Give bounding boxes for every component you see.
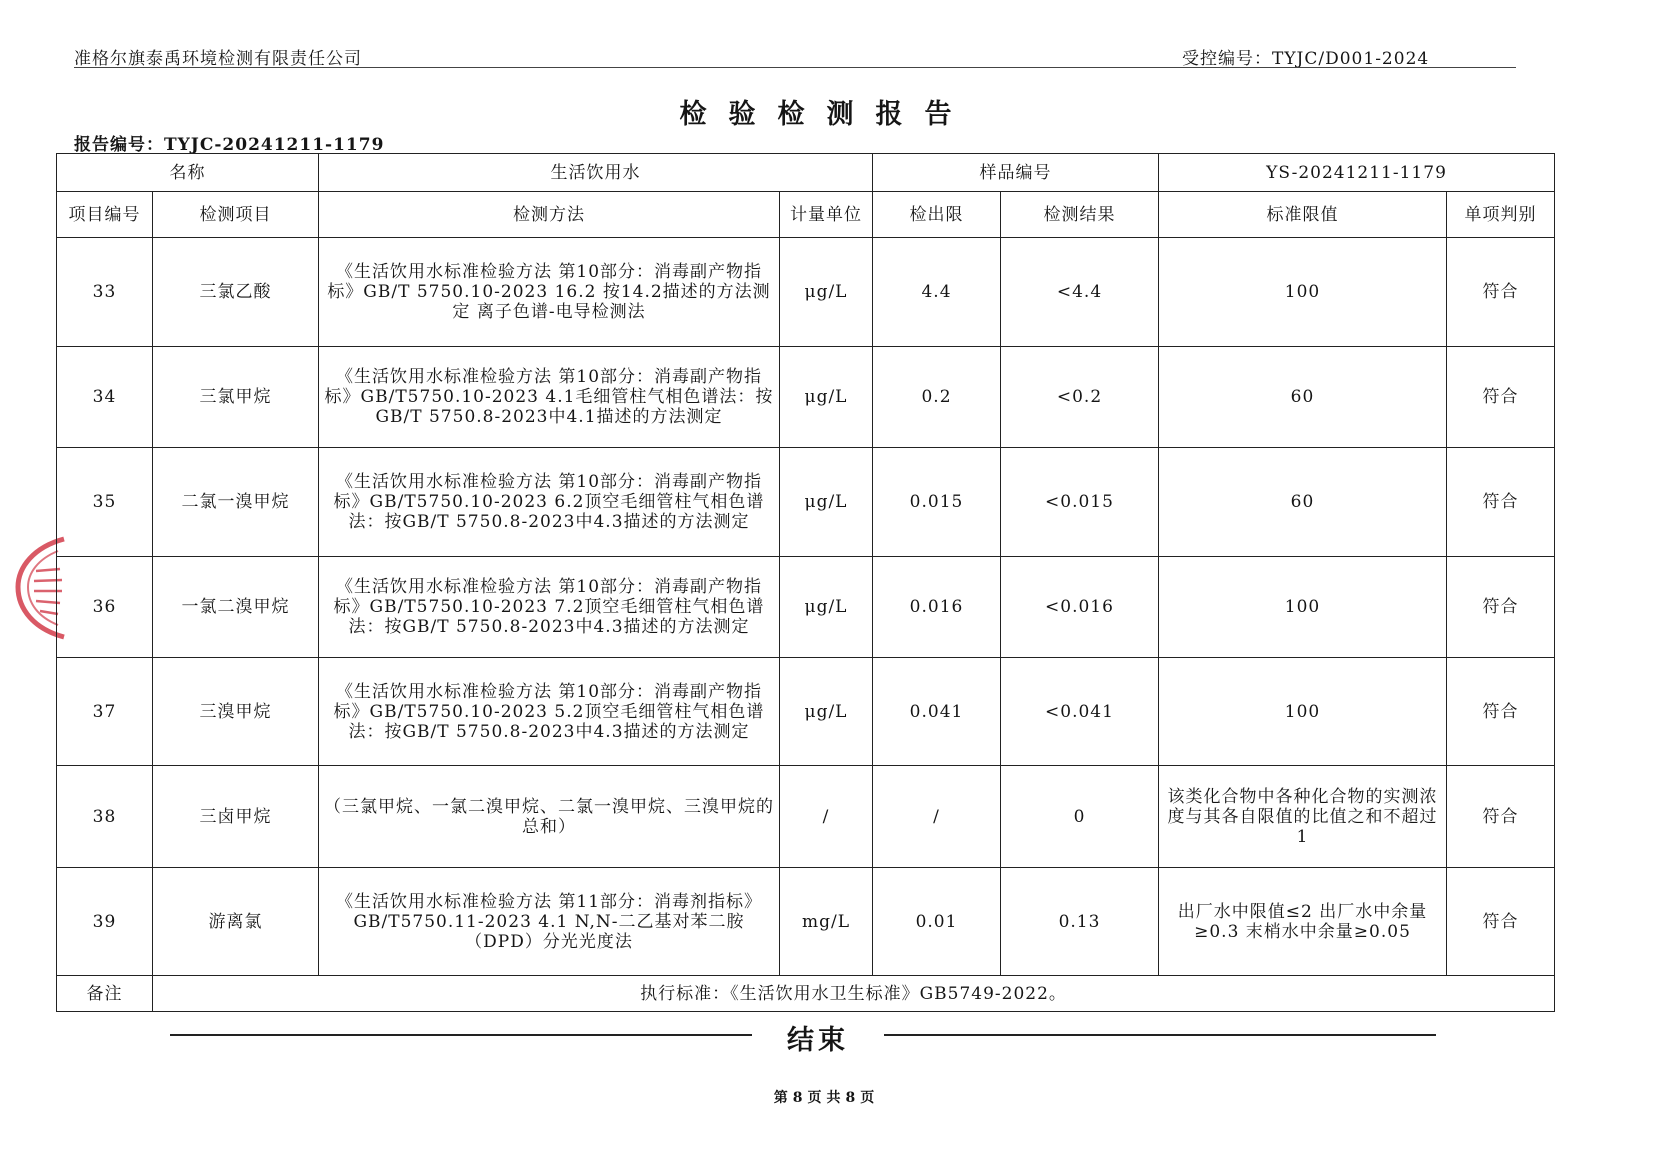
item-no: 39 <box>57 868 153 976</box>
item-no: 33 <box>57 238 153 347</box>
table-row <box>57 448 1555 557</box>
unit: μg/L <box>780 238 873 347</box>
judgement: 符合 <box>1447 658 1555 766</box>
item-no: 34 <box>57 347 153 448</box>
unit: μg/L <box>780 448 873 557</box>
test-result: <0.015 <box>1001 448 1159 557</box>
name-label: 名称 <box>57 154 319 192</box>
test-method: 《生活饮用水标准检验方法 第10部分：消毒副产物指标》GB/T5750.10-2023 7.2顶空毛细管柱气相色谱法：按GB/T 5750.8-2023中4.3描述的方法测定 <box>319 557 780 658</box>
item-no: 37 <box>57 658 153 766</box>
col-result: 检测结果 <box>1001 192 1159 238</box>
test-method: 《生活饮用水标准检验方法 第10部分：消毒副产物指标》GB/T 5750.10-2023 16.2 按14.2描述的方法测定 离子色谱-电导检测法 <box>319 238 780 347</box>
item-name: 三卤甲烷 <box>153 766 319 868</box>
report-number <box>74 130 384 155</box>
standard-limit: 100 <box>1159 557 1447 658</box>
end-text: 结束 <box>787 1025 849 1056</box>
col-unit: 计量单位 <box>780 192 873 238</box>
test-result: <4.4 <box>1001 238 1159 347</box>
judgement: 符合 <box>1447 347 1555 448</box>
col-detect-limit: 检出限 <box>873 192 1001 238</box>
item-no: 36 <box>57 557 153 658</box>
end-rule-right <box>884 1034 1436 1036</box>
detection-limit: 4.4 <box>873 238 1001 347</box>
standard-limit: 出厂水中限值≤2 出厂水中余量≥0.3 末梢水中余量≥0.05 <box>1159 868 1447 976</box>
test-result: 0 <box>1001 766 1159 868</box>
test-method: 《生活饮用水标准检验方法 第10部分：消毒副产物指标》GB/T5750.10-2023 6.2顶空毛细管柱气相色谱法：按GB/T 5750.8-2023中4.3描述的方法测定 <box>319 448 780 557</box>
standard-limit: 该类化合物中各种化合物的实测浓度与其各自限值的比值之和不超过1 <box>1159 766 1447 868</box>
report-number-value: TYJC-20241211-1179 <box>164 135 385 155</box>
sample-no-label: 样品编号 <box>873 154 1159 192</box>
judgement: 符合 <box>1447 557 1555 658</box>
judgement: 符合 <box>1447 448 1555 557</box>
remark-label: 备注 <box>57 976 153 1012</box>
report-number-label: 报告编号： <box>74 135 164 155</box>
test-result: <0.2 <box>1001 347 1159 448</box>
end-rule-left <box>170 1034 752 1036</box>
report-table <box>56 153 1555 1012</box>
test-method: 《生活饮用水标准检验方法 第10部分：消毒副产物指标》GB/T5750.10-2023 4.1毛细管柱气相色谱法：按GB/T 5750.8-2023中4.1描述的方法测定 <box>319 347 780 448</box>
control-number: 受控编号：TYJC/D001-2024 <box>1182 49 1430 69</box>
table-row <box>57 766 1555 868</box>
header-rule <box>74 67 1516 68</box>
detection-limit: 0.015 <box>873 448 1001 557</box>
item-name: 游离氯 <box>153 868 319 976</box>
page-title: 检验检测报告 <box>679 99 974 130</box>
detection-limit: / <box>873 766 1001 868</box>
standard-limit: 60 <box>1159 448 1447 557</box>
remark-row <box>57 976 1555 1012</box>
judgement: 符合 <box>1447 868 1555 976</box>
name-value: 生活饮用水 <box>319 154 873 192</box>
test-result: <0.016 <box>1001 557 1159 658</box>
col-item: 检测项目 <box>153 192 319 238</box>
table-row <box>57 347 1555 448</box>
detection-limit: 0.041 <box>873 658 1001 766</box>
detection-limit: 0.2 <box>873 347 1001 448</box>
test-result: <0.041 <box>1001 658 1159 766</box>
item-name: 三溴甲烷 <box>153 658 319 766</box>
judgement: 符合 <box>1447 238 1555 347</box>
remark-text: 执行标准：《生活饮用水卫生标准》GB5749-2022。 <box>153 976 1555 1012</box>
company-name: 准格尔旗泰禹环境检测有限责任公司 <box>74 49 362 69</box>
item-name: 二氯一溴甲烷 <box>153 448 319 557</box>
col-standard: 标准限值 <box>1159 192 1447 238</box>
detection-limit: 0.016 <box>873 557 1001 658</box>
judgement: 符合 <box>1447 766 1555 868</box>
table-header-row-top <box>57 154 1555 192</box>
standard-limit: 100 <box>1159 238 1447 347</box>
unit: μg/L <box>780 557 873 658</box>
table-row <box>57 868 1555 976</box>
test-method: （三氯甲烷、一氯二溴甲烷、二氯一溴甲烷、三溴甲烷的总和） <box>319 766 780 868</box>
item-name: 三氯乙酸 <box>153 238 319 347</box>
unit: μg/L <box>780 347 873 448</box>
page-number: 第8页共8页 <box>773 1090 880 1106</box>
end-marker <box>170 1018 1436 1056</box>
col-item-no: 项目编号 <box>57 192 153 238</box>
item-no: 38 <box>57 766 153 868</box>
table-row <box>57 557 1555 658</box>
standard-limit: 60 <box>1159 347 1447 448</box>
table-row <box>57 658 1555 766</box>
standard-limit: 100 <box>1159 658 1447 766</box>
unit: μg/L <box>780 658 873 766</box>
detection-limit: 0.01 <box>873 868 1001 976</box>
table-row <box>57 238 1555 347</box>
table-column-header-row <box>57 192 1555 238</box>
item-name: 一氯二溴甲烷 <box>153 557 319 658</box>
unit: mg/L <box>780 868 873 976</box>
unit: / <box>780 766 873 868</box>
sample-no-value: YS-20241211-1179 <box>1159 154 1555 192</box>
col-judgement: 单项判别 <box>1447 192 1555 238</box>
item-no: 35 <box>57 448 153 557</box>
item-name: 三氯甲烷 <box>153 347 319 448</box>
test-result: 0.13 <box>1001 868 1159 976</box>
col-method: 检测方法 <box>319 192 780 238</box>
test-method: 《生活饮用水标准检验方法 第11部分：消毒剂指标》GB/T5750.11-2023 4.1 N,N-二乙基对苯二胺（DPD）分光光度法 <box>319 868 780 976</box>
test-method: 《生活饮用水标准检验方法 第10部分：消毒副产物指标》GB/T5750.10-2023 5.2顶空毛细管柱气相色谱法：按GB/T 5750.8-2023中4.3描述的方法测定 <box>319 658 780 766</box>
